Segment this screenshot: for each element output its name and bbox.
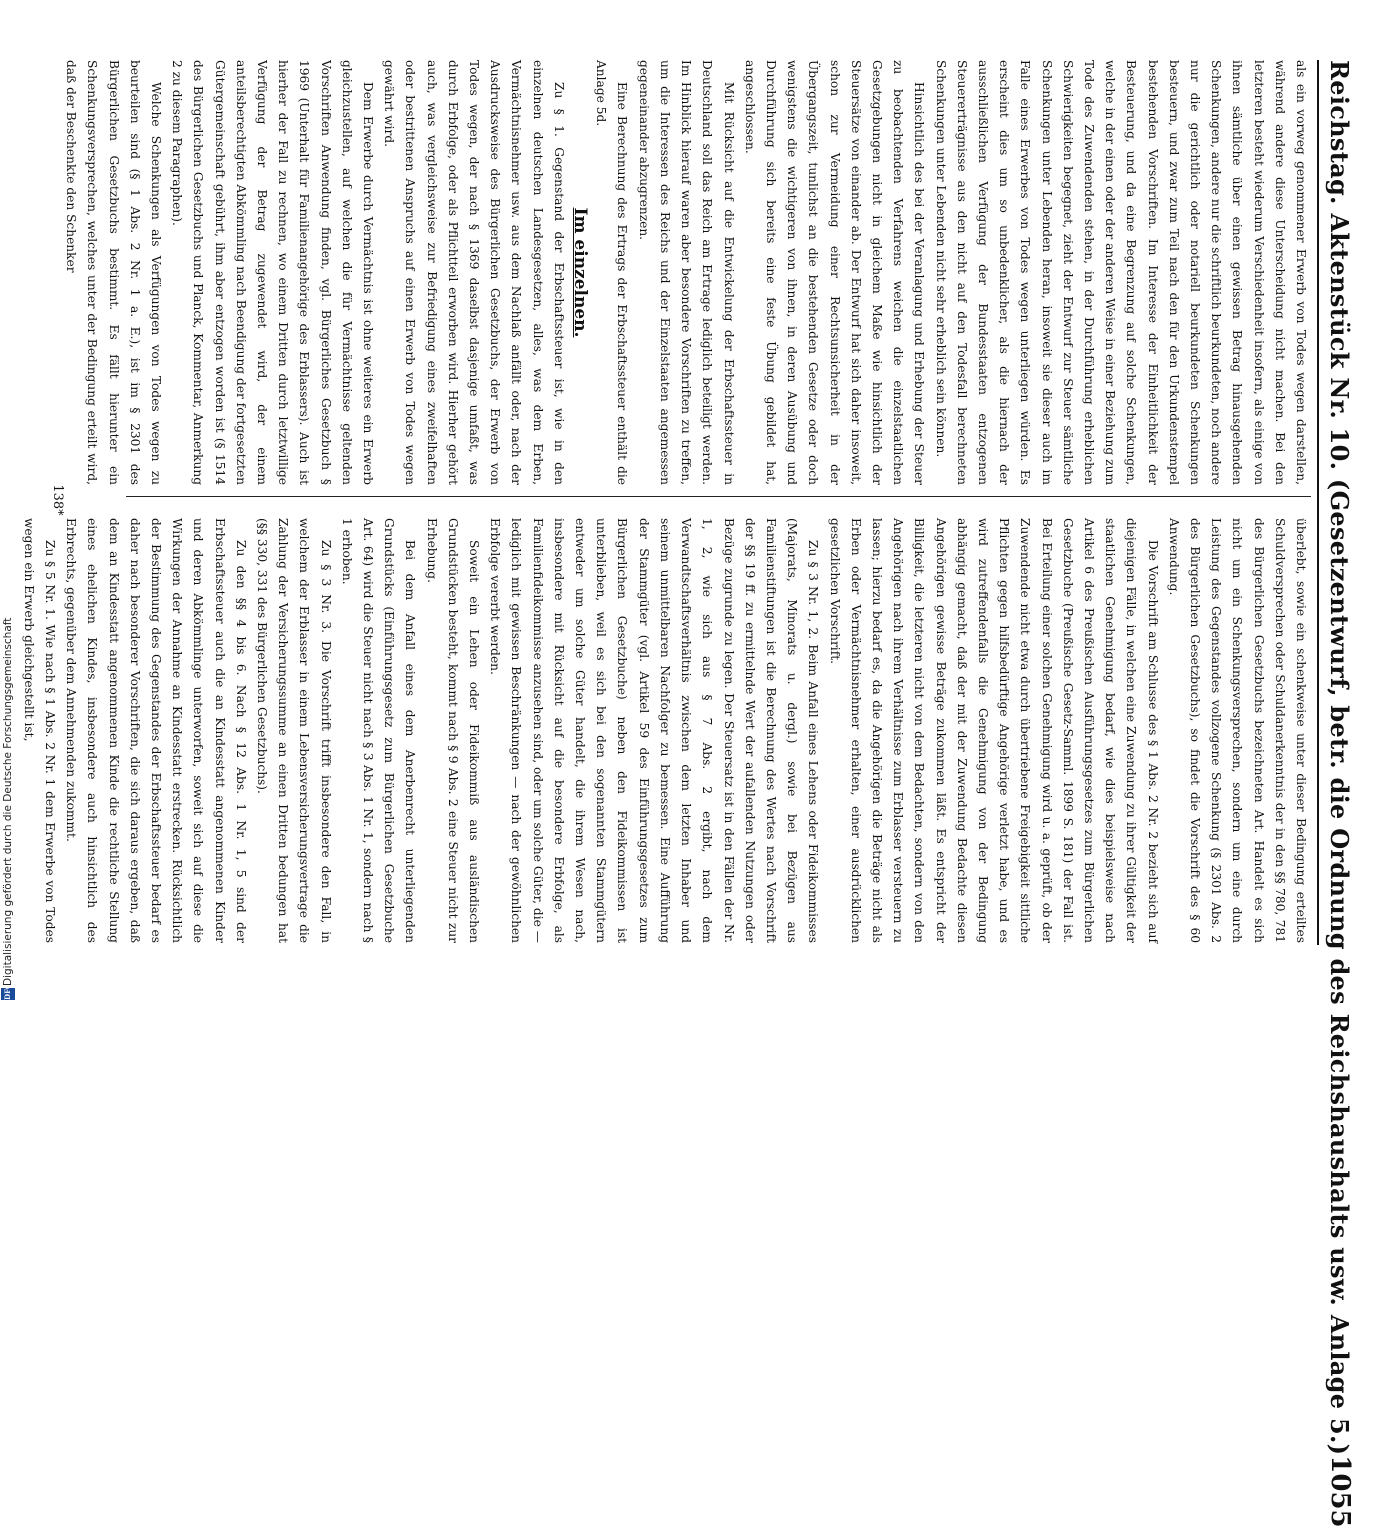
column-divider xyxy=(126,496,1311,497)
left-column xyxy=(60,60,1311,485)
paragraph: Welche Schenkungen als Verfügungen von Todes wegen zu beurteilen sind (§ 1 Abs. 2 Nr. 1 a. E.), ist im § 2301 des Bürgerlichen Gesetzbuchs bestimmt. Es fällt hierunter ein Schenkungsversprechen, welches unter der Bedingung erteilt wird, daß der Beschenkte den Schenker xyxy=(64,60,164,485)
paragraph: Zu § 1. Gegenstand der Erbschaftssteuer ist, wie in den einzelnen deutschen Landesgesetzen, alles, was dem Erben, Vermächtnisnehmer usw. aus dem Nachlaß anfällt oder, nach der Ausdrucksweise des Bürgerlichen Gesetzbuchs, der Erwerb von Todes wegen, der nach § 1369 daselbst dasjenige umfaßt, was durch Erbfolge, oder als Pflichtteil erworben wird. Hierher gehört auch, was vergleichsweise zur Befriedigung eines zweifelhaften oder bestrittenen Anspruchs auf einen Erwerb von Todes wegen gewährt wird. xyxy=(382,60,566,485)
paragraph: Hinsichtlich des bei der Veranlagung und Erhebung der Steuer zu beobachtenden Verfahrens weichen die einzelstaatlichen Gesetzgebungen nicht in gleichem Maße wie hinsichtlich der Steuersätze von einander ab. Der Entwurf hat sich daher insoweit, schon zur Vermeidung einer Rechtsunsicherheit in der Übergangszeit, tunlichst an die bestehenden Gesetze oder doch wenigstens die wichtigeren von ihnen, in deren Ausübung und Durchführung sich bereits eine feste Übung gebildet hat, angeschlossen. xyxy=(742,60,927,485)
paragraph: Zu den §§ 4 bis 6. Nach § 12 Abs. 1 Nr. 1, 5 sind der Erbschaftssteuer auch die an Kindesstatt angenommenen Kinder und deren Abkömmlinge unterworfen, soweit sich auf diese die Wirkungen der Annahme an Kindesstatt erstrecken. Rücksichtlich der Bestimmung des Gegenstandes der Erbschaftssteuer bedarf es daher nach besonderer Vorschriften, die sich daraus ergeben, daß dem an Kindesstatt angenommenen Kinde die rechtliche Stellung eines ehelichen Kindes, insbesondere auch hinsichtlich des Erbrechts, gegenüber dem Annehmenden zukommt. xyxy=(64,518,248,943)
paragraph: Zu § 3 Nr. 1, 2. Beim Anfall eines Lehens oder Fideikommisses (Majorats, Minorats u. dergl.) sowie bei Bezügen aus Familienstiftungen ist die Berechnung des Wertes nach Vorschrift der §§ 19 ff. zu ermittelnde Wert der aufallenden Nutzungen oder Bezüge zugrunde zu legen. Der Steuersatz ist in den Fällen der Nr. 1, 2, wie sich aus § 7 Abs. 2 ergibt, nach dem Verwandtschaftsverhältnis zwischen dem letzten Inhaber und seinem unmittelbaren Nachfolger zu bemessen. Eine Aufführung der Stammgüter (vgl. Artikel 59 des Einführungsgesetzes zum Bürgerlichen Gesetzbuche) neben den Fideikommissen ist unterblieben, weil es sich bei den sogenannten Stammgütern entweder um solche Güter handelt, die ihrem Wesen nach, insbesondere mit Rücksicht auf die besondere Erbfolge, als Familienfideikommisse anzusehen sind, oder um solche Güter, die — lediglich mit gewissen Beschränkungen — nach der gewöhnlichen Erbfolge vererbt werden. xyxy=(488,518,821,943)
right-column xyxy=(18,518,1311,943)
section-heading: Im einzelnen. xyxy=(570,207,591,338)
page-number: 1055 xyxy=(1325,1455,1355,1528)
page-title: Reichstag. Aktenstück Nr. 10. (Gesetzentwurf, betr. die Ordnung des Reichshaushalts usw. Anlage 5.) xyxy=(1325,60,1355,1456)
paragraph: Dem Erwerbe durch Vermächtnis ist ohne weiteres ein Erwerb gleichzustellen, auf welchen die für Vermächtnisse geltenden Vorschriften Anwendung finden, vgl. Bürgerliches Gesetzbuch § 1969 (Unterhalt für Familienangehörige des Erblassers). Auch ist hierher der Fall zu rechnen, wo einem Dritten durch letztwillige Verfügung der Betrag zugewendet wird, der einem anteilsberechtigten Abkömmling nach Beendigung der fortgesetzten Gütergemeinschaft gebührt, ihm aber entzogen worden ist (§ 1514 des Bürgerlichen Gesetzbuchs und Planck, Kommentar, Anmerkung 2 zu diesem Paragraphen). xyxy=(170,60,376,486)
side-note xyxy=(0,0,22,1000)
page-footer-mark: 138* xyxy=(50,484,65,516)
paragraph: Zu § 3 Nr. 3. Die Vorschrift trifft insbesondere den Fall, in welchem der Erblasser in einem Lebensversicherungsvertrage die Zahlung der Versicherungssumme an einen Dritten bedungen hat (§§ 330, 331 des Bürgerlichen Gesetzbuchs). xyxy=(255,518,333,943)
dfg-logo-icon: DFG xyxy=(1,988,15,1000)
page-header xyxy=(1317,60,1361,1528)
paragraph: Eine Berechnung des Ertrags der Erbschaftssteuer enthält die Anlage 5d. xyxy=(594,60,630,485)
paragraph: Bei dem Anfall eines dem Anerbenrecht unterliegenden Grundstücks (Einführungsgesetz zum Bürgerlichen Gesetzbuche Art. 64) wird die Steuer nicht nach § 3 Abs. 1 Nr. 1, sondern nach § 1 erhoben. xyxy=(339,518,418,943)
paragraph: Die Vorschrift am Schlusse des § 1 Abs. 2 Nr. 2 bezieht sich auf diejenigen Fälle, in welchen eine Zuwendung zu ihrer Gültigkeit der staatlichen Genehmigung bedarf, wie dies beispielsweise nach Artikel 6 des Preußischen Ausführungsgesetzes zum Bürgerlichen Gesetzbuche (Preußische Gesetz-Samml. 1899 S. 181) der Fall ist. Bei Erteilung einer solchen Genehmigung wird u. a. geprüft, ob der Zuwendende nicht etwa durch übertriebene Freigebigkeit sittliche Pflichten gegen hilfsbedürftige Angehörige verletzt habe, und es wird zutreffendenfalls die Genehmigung von der Bedingung abhängig gemacht, daß der mit der Zuwendung Bedachte diesen Angehörigen gewisse Beträge zukommen läßt. Es entspricht der Billigkeit, die letzteren nicht von dem Bedachten, sondern von den Angehörigen nach ihrem Verhältnisse zum Erblasser versteuern zu lassen; hierzu bedarf es, da die Angehörigen die Beträge nicht als Erben oder Vermächtnisnehmer erhalten, einer ausdrücklichen gesetzlichen Vorschrift. xyxy=(827,518,1160,943)
side-note-text: Digitalisierung gefördert durch die Deutsche Forschungsgemeinschaft xyxy=(2,617,14,986)
paragraph: Mit Rücksicht auf die Entwickelung der Erbschaftssteuer in Deutschland soll das Reich am Ertrage lediglich beteiligt werden. Im Hinblick hierauf waren aber besondere Vorschriften zu treffen, um die Interessen des Reichs und der Einzelstaaten angemessen gegeneinander abzugrenzen. xyxy=(636,60,736,485)
paragraph: Zu § 5 Nr. 1. Wie nach § 1 Abs. 2 Nr. 1 dem Erwerbe von Todes wegen ein Erwerb gleichgestellt ist, xyxy=(21,518,58,943)
paragraph: überlebt, sowie ein schenkweise unter dieser Bedingung erteiltes Schuldversprechen oder Schuldanerkenntnis der in den §§ 780, 781 des Bürgerlichen Gesetzbuchs bezeichneten Art. Handelt es sich nicht um ein Schenkungsversprechen, sondern um eine durch Leistung des Gegenstandes vollzogene Schenkung (§ 2301 Abs. 2 des Bürgerlichen Gesetzbuchs), so findet die Vorschrift des § 60 Anwendung. xyxy=(1166,518,1308,943)
paragraph: als ein vorweg genommener Erwerb von Todes wegen darstellen, während andere diese Unterscheidung nicht machen. Bei den letzteren besteht wiederum Verschiedenheit insofern, als einige von ihnen sämtliche über einen gewissen Betrag hinausgehenden Schenkungen, andere nur die schriftlich beurkundeten, noch andere nur die gerichtlich oder notariell beurkundeten Schenkungen besteuern, und zwar zum Teil nach den für den Urkundenstempel bestehenden Vorschriften. Im Interesse der Einheitlichkeit der Besteuerung, und da eine Begrenzung auf solche Schenkungen, welche in der einen oder der anderen Weise in einer Beziehung zum Tode des Zuwendenden stehen, in der Durchführung erheblichen Schwierigkeiten begegnet, zieht der Entwurf zur Steuer sämtliche Schenkungen unter Lebenden heran, insoweit sie dieser auch im Falle eines Erwerbes von Todes wegen unterliegen würden. Es erscheint dies um so unbedenklicher, als die hiernach der ausschließlichen Verfügung der Bundesstaaten entzogenen Steuererträgnisse aus den nicht auf den Todesfall berechneten Schenkungen unter Lebenden nicht sehr erheblich sein können. xyxy=(933,60,1308,485)
paragraph: Soweit ein Lehen oder Fideikommiß aus ausländischen Grundstücken besteht, kommt nach § 9 Abs. 2 eine Steuer nicht zur Erhebung. xyxy=(424,518,482,943)
